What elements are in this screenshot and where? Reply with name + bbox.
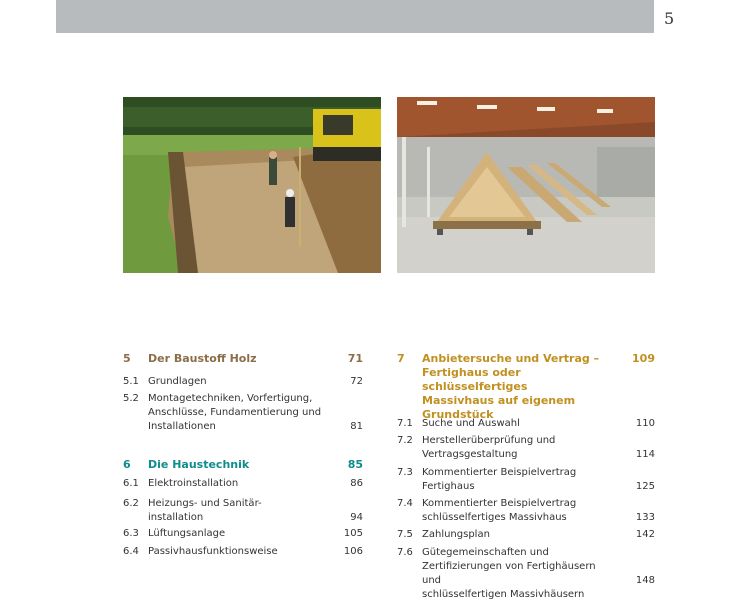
toc-title-line: Zahlungsplan [422,529,490,540]
toc-section [397,434,655,462]
toc-title-line: Zertifizierungen von Fertighäusern und [422,561,596,586]
toc-page: 114 [635,449,655,460]
toc-title-line: Herstellerüberprüfung und [422,435,556,446]
toc-chapter [123,352,363,366]
toc-title [148,458,323,472]
toc-title-line: Passivhausfunktionsweise [148,546,278,557]
toc-title-line: Anschlüsse, Fundamentierung und [148,407,322,418]
toc-number: 5.2 [123,393,139,404]
toc-page: 109 [632,352,655,365]
toc-title [148,392,323,434]
toc-section [397,497,655,525]
toc-title-line: Kommentierter Beispielvertrag [422,498,577,509]
toc-title-line: installation [148,512,204,523]
toc-section [123,375,363,389]
toc-title [148,527,323,541]
toc-title-line: Vertragsgestaltung [422,449,518,460]
toc-section [397,546,655,600]
toc-page: 86 [350,478,363,489]
toc-page: 81 [350,421,363,432]
toc-section [397,417,655,431]
toc-page: 148 [635,575,655,586]
toc-page: 105 [343,528,363,539]
toc-title [422,497,617,525]
toc-title-line: Die Haustechnik [148,458,250,471]
toc-title [148,477,323,491]
toc-right [397,352,657,600]
toc-title-line: Fertighaus oder schlüsselfertiges [422,366,528,393]
toc-number: 7 [397,352,405,365]
toc-number: 6.2 [123,498,139,509]
toc-page: 125 [635,481,655,492]
toc-title [148,375,323,389]
toc-number: 7.4 [397,498,413,509]
toc-number: 7.6 [397,547,413,558]
toc-page: 94 [350,512,363,523]
toc-section [123,527,363,541]
toc-page: 71 [347,352,363,365]
toc-title-line: Installationen [148,421,216,432]
toc-page: 142 [635,529,655,540]
toc-title [148,545,323,559]
toc-title-line: Lüftungsanlage [148,528,226,539]
toc-section [123,497,363,525]
excavation-photo [123,97,381,273]
toc-number: 7.3 [397,467,413,478]
header-bar [56,0,654,33]
toc-title [422,528,617,542]
toc-title-line: Heizungs- und Sanitär- [148,498,262,509]
toc-title-line: schlüsselfertigen Massivhäusern [422,589,585,600]
toc-title-line: Gütegemeinschaften und [422,547,549,558]
factory-hall-photo [397,97,655,273]
toc-number: 5.1 [123,376,139,387]
toc-title-line: Kommentierter Beispielvertrag [422,467,577,478]
toc-left [123,352,363,572]
toc-page: 110 [635,418,655,429]
toc-title [148,497,323,525]
toc-number: 6.3 [123,528,139,539]
toc-title [422,352,617,422]
toc-title-line: Anbietersuche und Vertrag – [422,352,600,365]
toc-title [422,546,617,602]
toc-chapter [397,352,655,421]
toc-number: 7.5 [397,529,413,540]
toc-title-line: Grundstück [422,408,494,421]
toc-section [397,528,655,542]
toc-title-line: Montagetechniken, Vorfertigung, [148,393,313,404]
toc-title-line: Elektroinstallation [148,478,239,489]
toc-section [123,545,363,559]
toc-page: 72 [350,376,363,387]
toc-page: 133 [635,512,655,523]
toc-title-line: schlüsselfertiges Massivhaus [422,512,567,523]
toc-title [148,352,323,366]
toc-title [422,466,617,494]
toc-title [422,417,617,431]
toc-number: 5 [123,352,131,365]
toc-page: 85 [347,458,363,471]
toc-title-line: Massivhaus auf eigenem [422,394,576,407]
toc-title-line: Grundlagen [148,376,207,387]
toc-number: 6.4 [123,546,139,557]
toc-title-line: Suche und Auswahl [422,418,520,429]
toc-chapter [123,458,363,472]
toc-title-line: Fertighaus [422,481,475,492]
toc-title-line: Der Baustoff Holz [148,352,257,365]
toc-section [123,477,363,491]
toc-page: 106 [343,546,363,557]
toc-number: 6.1 [123,478,139,489]
toc-section [397,466,655,494]
page-number: 5 [664,9,675,28]
toc-number: 7.2 [397,435,413,446]
toc-number: 6 [123,458,131,471]
toc-number: 7.1 [397,418,413,429]
toc-section [123,392,363,434]
toc-title [422,434,617,462]
